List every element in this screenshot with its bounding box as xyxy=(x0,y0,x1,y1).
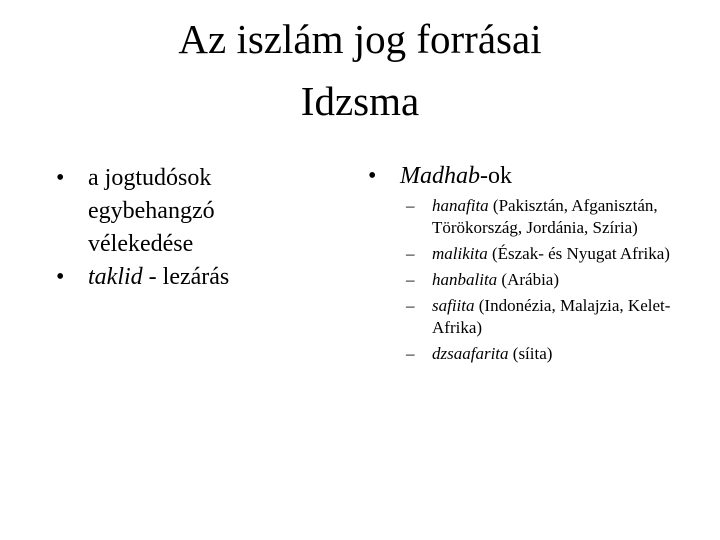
title-line-2: Idzsma xyxy=(300,78,420,124)
bullet-icon: • xyxy=(56,165,65,191)
bullet-item xyxy=(56,261,316,294)
bullet-italic-term: taklid xyxy=(88,264,143,290)
dash-icon: – xyxy=(406,344,415,363)
sub-italic-term: dzsaafarita xyxy=(432,344,509,363)
sub-italic-term: hanbalita xyxy=(432,270,498,289)
sub-item xyxy=(368,295,688,339)
sub-text: (síita) xyxy=(508,344,553,363)
bullet-text: -ok xyxy=(480,163,512,189)
dash-icon: – xyxy=(406,270,415,289)
bullet-italic-term: Madhab xyxy=(400,163,480,189)
sub-text: (Indonézia, Malajzia, Kelet-Afrika) xyxy=(432,296,671,337)
sub-italic-term: malikita xyxy=(432,244,488,263)
right-column xyxy=(368,160,688,369)
sub-text: (Arábia) xyxy=(497,270,559,289)
dash-icon: – xyxy=(406,244,415,263)
title-line-1: Az iszlám jog forrásai xyxy=(178,16,542,62)
sub-text: (Észak- és Nyugat Afrika) xyxy=(487,244,670,263)
bullet-icon: • xyxy=(56,264,65,290)
sub-italic-term: hanafita xyxy=(432,196,489,215)
sub-item xyxy=(368,269,688,291)
sub-italic-term: safiita xyxy=(432,296,475,315)
sub-text: (Pakisztán, Afganisztán, Törökország, Jordánia, Szíria) xyxy=(432,196,658,237)
dash-icon: – xyxy=(406,196,415,215)
sub-list xyxy=(368,195,688,365)
sub-item xyxy=(368,243,688,265)
dash-icon: – xyxy=(406,296,415,315)
left-column xyxy=(56,162,316,294)
sub-item xyxy=(368,343,688,365)
bullet-item xyxy=(56,162,316,261)
bullet-text: a jogtudósok egybehangzó vélekedése xyxy=(88,165,215,257)
bullet-item xyxy=(368,160,688,193)
bullet-text: - lezárás xyxy=(142,264,230,290)
bullet-icon: • xyxy=(368,163,377,189)
sub-item xyxy=(368,195,688,239)
slide-title xyxy=(0,8,720,132)
